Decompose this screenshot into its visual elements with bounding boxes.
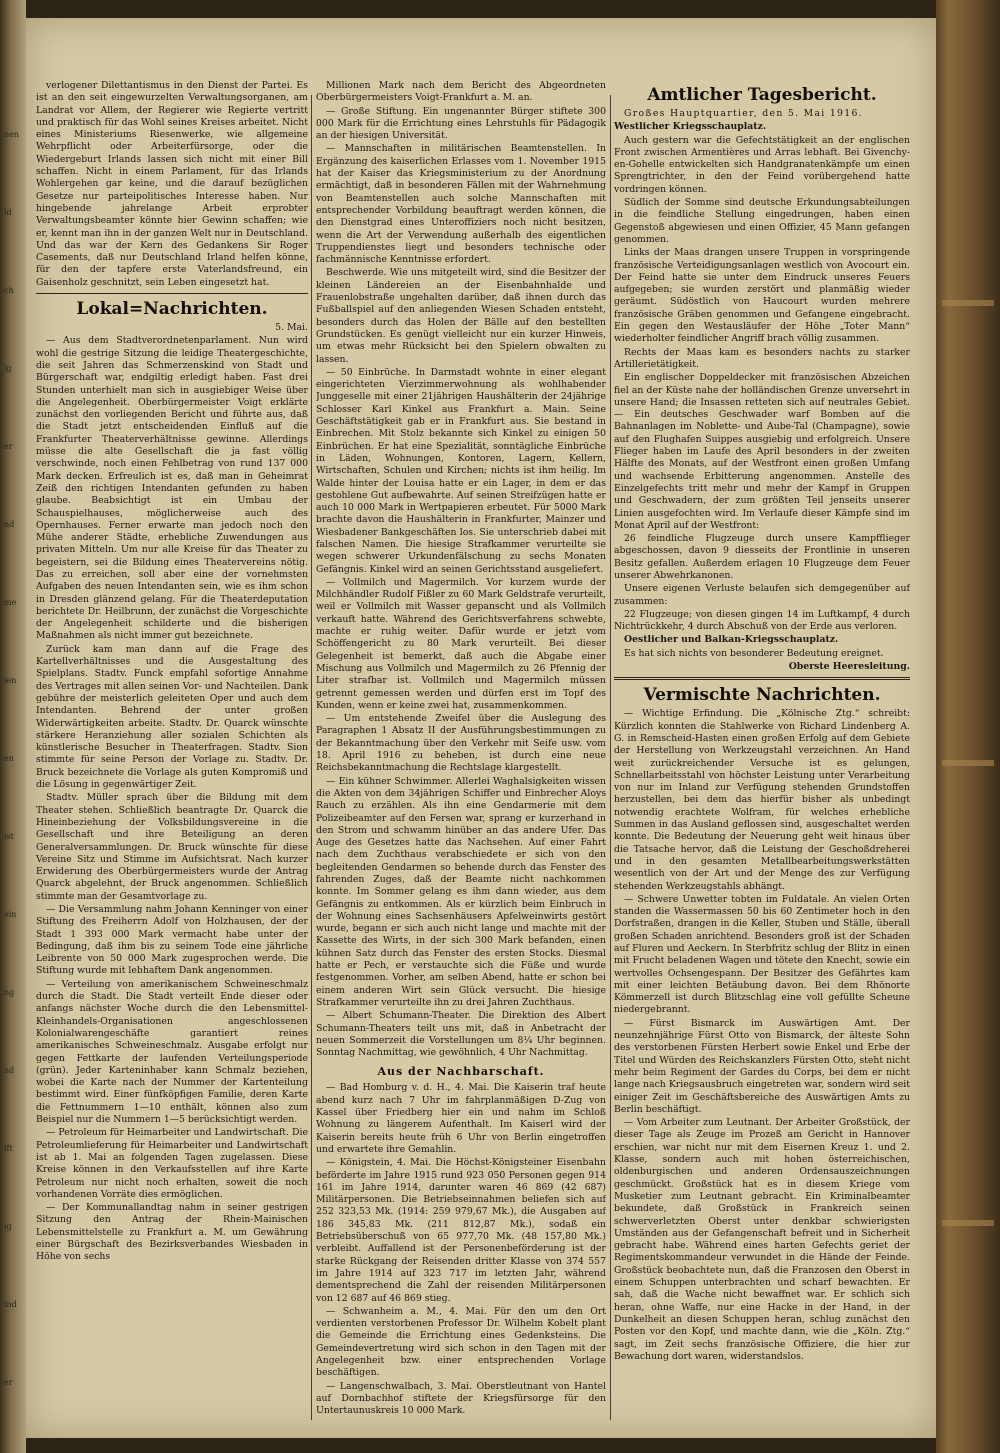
report-paragraph: Südlich der Somme sind deutsche Erkundungsabteilungen in die feindliche Stellung eingedrungen, haben einen Gegenstoß abgewiesen und einen Offizier, 45 Mann gefangen genommen.: [614, 197, 910, 245]
article-paragraph: Millionen Mark nach dem Bericht des Abgeordneten Oberbürgermeisters Voigt-Frankfurt a. M. an.: [316, 80, 606, 104]
adjacent-page-edge: [0, 0, 26, 1453]
margin-fragment: lg: [4, 364, 12, 373]
article-paragraph: — 50 Einbrüche. In Darmstadt wohnte in einer elegant eingerichteten Vierzimmerwohnung als wohlhabender Junggeselle mit einer 21jährigen Haushälterin der 24jährige Schlosser Karl Kinkel aus Frankfurt a. Main. Seine Geschäftstätigkeit gab er in Frankfurt aus. Sie bestand in Einbrechen. Mit Stolz bekannte sich Kinkel zu einigen 50 Einbrüchen. Er hat eine Spezialität, sonntägliche Einbrüche in Läden, Wohnungen, Kontoren, Lagern, Kellern, Wirtschaften, Schulen und Kirchen; nichts ist ihm heilig. Im Walde hinter der Louisa hatte er ein Lager, in dem er das gestohlene Gut aufbewahrte. Auf seinen Streifzügen hatte er auch 10 000 Mark in Wertpapieren erbeutet. Für 5000 Mark brachte davon die Haushälterin in Frankfurter, Mainzer und Wiesbadener Bankgeschäften los. Sie unterschrieb dabei mit falschen Namen. Die hiesige Strafkammer verurteilte sie wegen schwerer Urkundenfälschung zu sechs Monaten Gefängnis. Kinkel wird an seinen Gerichtsstand ausgeliefert.: [316, 366, 606, 575]
spine-band: [942, 760, 994, 766]
article-paragraph: — Mannschaften in militärischen Beamtenstellen. In Ergänzung des kaiserlichen Erlasses vom 1. November 1915 hat der Kaiser das Kriegsministerium zu der Anordnung ermächtigt, daß in besonderen Fällen mit der Wahrnehmung von Beamtenstellen auch solche Mannschaften mit entsprechender Vorbildung beauftragt werden können, die den Dienstgrad eines Unteroffiziers noch nicht besitzen, wenn die Art der Verwendung außerhalb des eigentlichen Truppendienstes liegt und besonders technische oder fachmännische Kenntnisse erfordert.: [316, 143, 606, 266]
article-paragraph: — Der Kommunallandtag nahm in seiner gestrigen Sitzung den Antrag der Rhein-Mainischen Lebensmittelstelle zu Frankfurt a. M. um Gewährung einer Bürgschaft des Bezirksverbandes Wiesbaden in Höhe von sechs: [36, 1202, 308, 1263]
report-paragraph: Ein englischer Doppeldecker mit französischen Abzeichen fiel an der Küste nahe der holländischen Grenze unversehrt in unsere Hand; die Insassen retteten sich auf neutrales Gebiet. — Ein deutsches Geschwader warf Bomben auf die Bahnanlagen im Noblette- und Aube-Tal (Champagne), sowie auf den Flughafen Suippes ausgiebig und erfolgreich. Unsere Flieger haben im Laufe des April besonders in der zweiten Hälfte des Monats, auf der Westfront einen großen Umfang und wachsende Erbitterung angenommen. Anstelle des Einzelgefechts tritt mehr und mehr der Kampf in Gruppen und Geschwadern, der zum größten Teil jenseits unserer Linien ausgefochten wird. Im Verlaufe dieser Kämpfe sind im Monat April auf der Westfront:: [614, 372, 910, 531]
article-paragraph: Zurück kam man dann auf die Frage des Kartellverhältnisses und die Ausgestaltung des Spielplans. Stadtv. Funck empfahl sofortige Annahme des Vertrages mit allen seinen Vor- und Nachteilen. Dank gebühre der meisterlich geleiteten Oper und auch dem Intendanten. Behrend der unter großen Widerwärtigkeiten arbeite. Stadtv. Dr. Quarck wünschte stärkere Heranziehung aller sozialen Schichten als künstlerische Besucher in Theaterfragen. Stadtv. Sion stimmte für seine Person der Vorlage zu. Stadtv. Dr. Bruck bezeichnete die Vorlage als guten Kompromiß und die Lösung in gegenwärtiger Zeit.: [36, 643, 308, 791]
casement-article-end: verlogener Dilettantismus in den Dienst der Partei. Es ist an den seit eingewurzelten Verwaltungsorganen, am Landrat vor Allem, der Regierer wie Regierte vertritt und praktisch für das Wohl seines Kreises arbeitet. Nicht eines Ministeriums Riesenwerke, wie allgemeine Wehrpflicht oder Arbeiterfürsorge, oder die Wiedergeburt Irlands lassen sich nicht mit einer Bill schaffen. Nicht in einem Parlament, für das Irlands Wohlergehen gar keine, und die darauf bezüglichen Gesetze nur parteipolitisches Interesse haben. Nur hingebende jahrelange Arbeit erprobter Verwaltungsbeamter könnte hier Gewinn schaffen; wie er, kennt man ihn in der ganzen Welt nur in Deutschland. Und das war der Kern des Gedankens Sir Roger Casements, daß nur Deutschland Irland helfen könne, für den der tapfere erste Vaterlandsfreund, ein Gaisenholz geschnitzt, sein Leben eingesetzt hat.: [36, 80, 308, 288]
section-heading-lokal: Lokal=Nachrichten.: [76, 299, 268, 320]
headquarters-dateline: Großes Hauptquartier, den 5. Mai 1916.: [624, 108, 863, 119]
report-paragraph: 26 feindliche Flugzeuge durch unsere Kampfflieger abgeschossen, davon 9 diesseits der Frontlinie in unseren Besitz gefallen. Außerdem erlagen 10 Flugzeuge dem Feuer unserer Abwehrkanonen.: [614, 533, 910, 581]
column-rule: [610, 95, 611, 1420]
margin-fragment: nen: [4, 130, 20, 139]
article-paragraph: — Albert Schumann-Theater. Die Direktion des Albert Schumann-Theaters teilt uns mit, daß in Anbetracht der neuen Sommerzeit die Vorstellungen um 8¼ Uhr beginnen. Sonntag Nachmittag, wie gewöhnlich, 4 Uhr Nachmittag.: [316, 1010, 606, 1059]
signature: Oberste Heeresleitung.: [788, 661, 910, 673]
report-paragraph: Auch gestern war die Gefechtstätigkeit an der englischen Front zwischen Armentières und Arras lebhaft. Bei Givenchy-en-Gohelle entwickelten sich Handgranatenkämpfe um einen Sprengtrichter, in den der Feind vorübergehend hatte vordringen können.: [614, 134, 910, 195]
article-paragraph: — Große Stiftung. Ein ungenannter Bürger stiftete 300 000 Mark für die Errichtung eines Lehrstuhls für Pädagogik an der hiesigen Universität.: [316, 105, 606, 142]
spine-band: [942, 1220, 994, 1226]
book-spine: [936, 0, 1000, 1453]
divider: [36, 293, 308, 294]
spine-band: [942, 300, 994, 306]
section-date: 5. Mai.: [275, 322, 308, 334]
report-paragraph: Unsere eigenen Verluste belaufen sich demgegenüber auf zusammen:: [614, 583, 910, 607]
column-rule: [311, 95, 312, 1420]
article-paragraph: — Um entstehende Zweifel über die Auslegung des Paragraphen 1 Absatz II der Ausführungsbestimmungen zu der Bekanntmachung über den Verkehr mit Seife usw. vom 18. April 1916 zu beheben, ist durch eine neue Reichsbekanntmachung die Rechtslage klargestellt.: [316, 713, 606, 774]
subheading-west: Westlicher Kriegsschauplatz.: [614, 121, 767, 133]
article-paragraph: — Schwere Unwetter tobten im Fuldatale. An vielen Orten standen die Wassermassen 50 bis 60 Zentimeter hoch in den Dorfstraßen, drangen in die Keller, Stuben und Ställe, überall großen Schaden anrichtend. Besonders groß ist der Schaden auf Fluren und Aeckern. In Sterbfritz schlug der Blitz in einen mit Frucht beladenen Wagen und tötete den Knecht, sowie ein wertvolles Ochsengespann. Der Besitzer des Gefährtes kam mit einer leichten Betäubung davon. Bei dem Rhönorte Kömmerzell ist durch Blitzschlag eine voll gefüllte Scheune niedergebrannt.: [614, 893, 910, 1016]
column-right: [614, 80, 910, 1415]
margin-fragment: ng: [4, 988, 15, 997]
report-paragraph: Rechts der Maas kam es besonders nachts zu starker Artillerietätigkeit.: [614, 346, 910, 370]
article-paragraph: — Aus dem Stadtverordnetenparlament. Nun wird wohl die gestrige Sitzung die leidige Theatergeschichte, die seit Jahren das Schmerzenskind von Stadt und Bürgerschaft war, endgiltig erledigt haben. Fast drei Stunden unterhielt man sich in ausgiebiger Weise über die Angelegenheit. Oberbürgermeister Voigt erklärte zunächst den vorliegenden Bericht und führte aus, daß die Stadt jetzt entscheidenden Einfluß auf die Frankfurter Theaterverhältnisse gewinne. Allerdings müsse die alte Gesellschaft die ja fast völlig verschwinde, noch einen Fehlbetrag von rund 137 000 Mark decken. Erfreulich ist es, daß man in Geheimrat Zeiß den richtigen Intendanten gefunden zu haben glaube. Beabsichtigt ist ein Umbau der Schauspielhauses, möglicherweise auch des Opernhauses. Ferner erwarte man jedoch noch den Mühe anderer Städte, erhebliche Zuwendungen aus privaten Mitteln. Um nur alle Kreise für das Theater zu begeistern, sei die Bildung eines Theatervereins nötig. Das zu erreichen, soll aber eine der vornehmsten Aufgaben des neuen Intendanten sein, wie es ihm schon in Dresden glänzend gelang. Für die Theaterdeputation berichtete Dr. Heilbrunn, der zunächst die Vorgeschichte der Angelegenheit schilderte und die bisherigen Maßnahmen als nicht immer gut bezeichnete.: [36, 335, 308, 642]
margin-fragment: ein: [4, 910, 17, 919]
article-paragraph: — Ein kühner Schwimmer. Allerlei Waghalsigkeiten wissen die Akten von dem 34jährigen Schiffer und Einbrecher Aloys Rauch zu erzählen. Als ihn eine Gendarmerie mit dem Polizeibeamter auf den Fersen war, sprang er kurzerhand in den Strom und schwamm hinüber an das andere Ufer. Das Auge des Gesetzes hatte das Nachsehen. Auf einer Fahrt nach dem Zuchthaus verabschiedete er sich von den begleitenden Gendarmen so behende durch das Fenster des fahrenden Zuges, daß der Beamte nicht nachkommen konnte. Im Sommer gelang es ihm dann wieder, aus dem Gefängnis zu entkommen. Als er kürzlich beim Einbruch in der Wohnung eines Sachsenhäusers Apfelweinwirts gestört wurde, begann er sich auch nicht lange und machte mit der Kassette des Wirts, in der sich 300 Mark befanden, einen kühnen Satz durch das Fenster des ersten Stocks. Diesmal hatte er Pech, er verstauchte sich die Füße und wurde festgenommen. Vorher, am selben Abend, hatte er schon bei einem anderen Wirt sein Glück versucht. Die hiesige Strafkammer verurteilte ihn zu drei Jahren Zuchthaus.: [316, 775, 606, 1008]
report-paragraph: Es hat sich nichts von besonderer Bedeutung ereignet.: [624, 647, 884, 659]
margin-fragment: ind: [4, 1300, 17, 1309]
article-paragraph: — Schwanheim a. M., 4. Mai. Für den um den Ort verdienten verstorbenen Professor Dr. Wilhelm Kobelt plant die Gemeinde die Errichtung eines Gedenksteins. Die Gemeindevertretung wird sich schon in den Tagen mit der Angelegenheit bzw. einer entsprechenden Vorlage beschäftigen.: [316, 1305, 606, 1379]
article-paragraph: — Königstein, 4. Mai. Die Höchst-Königsteiner Eisenbahn beförderte im Jahre 1915 rund 923 050 Personen gegen 914 161 im Jahre 1914, darunter waren 46 869 (42 687) Militärpersonen. Die Betriebseinnahmen beliefen sich auf 252 323,53 Mk. (1914: 259 979,67 Mk.), die Ausgaben auf 186 345,83 Mk. (211 812,87 Mk.), sodaß ein Betriebsüberschuß von 65 977,70 Mk. (48 157,80 Mk.) verbleibt. Auffallend ist der Personenbeförderung ist der starke Rückgang der Reisenden dritter Klasse von 374 557 im Jahre 1914 auf 323 717 im letzten Jahr, während dementsprechend die Zahl der reisenden Militärpersonen von 12 687 auf 46 869 stieg.: [316, 1157, 606, 1304]
article-paragraph: Beschwerde. Wie uns mitgeteilt wird, sind die Besitzer der kleinen Ländereien an der Eisenbahnhalde und Frauenlobstraße ungehalten darüber, daß ihnen durch das Fußballspiel auf den anliegenden Wiesen Schaden entsteht, besonders durch das Holen der Bälle auf den bestellten Grundstücken. Es genügt vielleicht nur ein kurzer Hinweis, um etwas mehr Rücksicht bei den Spielern obwalten zu lassen.: [316, 267, 606, 365]
article-paragraph: — Wichtige Erfindung. Die „Kölnische Ztg.“ schreibt: Kürzlich konnten die Stahlwerke von Richard Lindenberg A. G. in Remscheid-Hasten einen großen Erfolg auf dem Gebiete der Herstellung von Werkzeugstahl verzeichnen. An Hand weit zurückreichender Versuche ist es gelungen, Schnellarbeitsstahl von höchster Leistung unter Verarbeitung von nur im Inland zur Verfügung stehenden Grundstoffen herzustellen, bei dem das hierfür bisher als unbedingt notwendig erachtete Wolfram, für welches erhebliche Summen in das Ausland geflossen sind, ausgeschaltet werden konnte. Die Bedeutung der Neuerung geht weit hinaus über die Tatsache hervor, daß die Leistung der Geschoßdreherei und in den gesamten Metallbearbeitungswerkstätten wesentlich von der Art und der Menge des zur Verfügung stehenden Werkzeugstahls abhängt.: [614, 708, 910, 892]
section-heading-vermischte: Vermischte Nachrichten.: [643, 685, 881, 706]
article-paragraph: — Verteilung von amerikanischem Schweineschmalz durch die Stadt. Die Stadt verteilt Ende dieser oder anfangs nächster Woche durch die den Lebensmittel-Kleinhandels-Organisationen angeschlossenen Kolonialwarengeschäfte garantiert reines amerikanisches Schweineschmalz. Ausgabe erfolgt nur gegen Fettkarte der laufenden Verteilungsperiode (grün). Jeder Karteninhaber kann Schmalz beziehen, wobei die Karte nach der Nummer der Kartenteilung bestimmt wird. Einer fünfköpfigen Familie, deren Karte die Fettnummern 1—10 enthält, können also zum Beispiel nur die Nummern 1—5 berücksichtigt werden.: [36, 978, 308, 1126]
article-paragraph: — Petroleum für Heimarbeiter und Landwirtschaft. Die Petroleumlieferung für Heimarbeiter und Landwirtschaft ist ab 1. Mai an folgenden Tagen zugelassen. Diese Kreise können in den Verkaufsstellen auf ihre Karte Petroleum nur nicht noch erhalten, soweit die noch vorhandenen Vorräte dies ermöglichen.: [36, 1127, 308, 1200]
margin-fragment: ld: [4, 208, 12, 217]
article-paragraph: — Bad Homburg v. d. H., 4. Mai. Die Kaiserin traf heute abend kurz nach 7 Uhr im fahrplanmäßigen D-Zug von Kassel über Friedberg hier ein und nahm im Schloß Wohnung zu längerem Aufenthalt. Im Kaiserl wird der Kaiserin bereits heute früh 6 Uhr von Berlin eingetroffen und erwartete ihre Gemahlin.: [316, 1082, 606, 1155]
article-paragraph: — Vollmilch und Magermilch. Vor kurzem wurde der Milchhändler Rudolf Fißler zu 60 Mark Geldstrafe verurteilt, weil er Vollmilch mit Wasser gepanscht und als Vollmilch verkauft hatte. Während des Gerichtsverfahrens schwebte, machte er ruhig weiter. Dafür wurde er jetzt vom Schöffengericht zu 80 Mark verurteilt. Bei dieser Gelegenheit ist bemerkt, daß auch die Abgabe einer Mischung aus Vollmilch und Magermilch zu 26 Pfennig der Liter strafbar ist. Vollmilch und Magermilch müssen getrennt gemessen werden und dürfen erst im Topf des Kunden, wenn er keine zwei hat, zusammenkommen.: [316, 576, 606, 711]
margin-fragment: ist: [4, 832, 14, 841]
section-heading-nachbarschaft: Aus der Nachbarschaft.: [377, 1065, 545, 1079]
article-paragraph: — Vom Arbeiter zum Leutnant. Der Arbeiter Großstück, der dieser Tage als Zeuge im Prozeß am Gericht in Hannover erschien, war nicht nur mit dem Eisernen Kreuz 1. und 2. Klasse, sondern auch mit hohen österreichischen, oldenburgischen und anderen Ordensauszeichnungen geschmückt. Großstück hat es in diesem Kriege vom Musketier zum Leutnant gebracht. Ein Kriminalbeamter bekundete, daß Großstück in Frankreich seinen schwerverletzten Oberst unter denkbar schwierigsten Umständen aus der Gefangenschaft befreit und in Sicherheit gebracht habe. Während eines harten Gefechts geriet der Regimentskommandeur verwundet in die Hände der Feinde. Großstück beobachtete nun, daß die Franzosen den Oberst in einem Schuppen unterbrachten und scharf bewachten. Er sah, daß die Wache nicht bewaffnet war. Er schlich sich heran, ohne Waffe, nur eine Hacke in der Hand, in der Dunkelheit an diesen Schuppen heran, schlug zunächst den Posten vor den Kopf, und machte dann, wie die „Köln. Ztg.“ sagt, im Zeit sechs französische Offiziere, die hier zur Bewachung dort waren, widerstandslos.: [614, 1117, 910, 1362]
divider: [614, 677, 910, 680]
margin-fragment: ien: [4, 676, 17, 685]
subheading-ost: Oestlicher und Balkan-Kriegsschauplatz.: [624, 634, 839, 646]
article-paragraph: — Langenschwalbach, 3. Mai. Oberstleutnant von Hantel auf Dornbachhof stiftete der Kriegsfürsorge für den Untertaunuskreis 10 000 Mark.: [316, 1380, 606, 1415]
margin-fragment: ift: [4, 1144, 13, 1153]
margin-fragment: en: [4, 754, 14, 763]
margin-fragment: er: [4, 1378, 13, 1387]
margin-fragment: ch: [4, 286, 14, 295]
margin-fragment: me: [4, 598, 17, 607]
report-paragraph: Links der Maas drangen unsere Truppen in vorspringende französische Verteidigungsanlagen westlich von Avocourt ein. Der Feind hatte sie unter dem Eindruck unseres Feuers aufgegeben; sie wurden zerstört und planmäßig wieder geräumt. Südöstlich von Haucourt wurden mehrere französische Gräben genommen und Gefangene eingebracht. Ein gegen den Westausläufer der Höhe „Toter Mann“ wiederholter feindlicher Angriff brach völlig zusammen.: [614, 247, 910, 345]
article-paragraph: Stadtv. Müller sprach über die Bildung mit dem Theater stehen. Schließlich beantragte Dr. Quarck die Hineinbeziehung der Volksbildungsvereine in die Gesellschaft und ihre Beteiligung an deren Generalversammlungen. Dr. Bruck wünschte für diese Vereine Sitz und Stimme im Aufsichtsrat. Nach kurzer Erwiderung des Oberbürgermeisters wurde der Antrag Quarck abgelehnt, der Bruck angenommen. Schließlich stimmte man der Gesamtvorlage zu.: [36, 792, 308, 902]
margin-fragment: nd: [4, 1066, 15, 1075]
margin-fragment: ig: [4, 1222, 12, 1231]
article-paragraph: — Fürst Bismarck im Auswärtigen Amt. Der neunzehnjährige Fürst Otto von Bismarck, der älteste Sohn des verstorbenen Fürsten Herbert sowie Enkel und Erbe der Titel und Würden des Reichskanzlers Fürsten Otto, steht nicht mehr beim Regiment der Gardes du Corps, bei dem er nicht lange nach Kriegsausbruch eingetreten war, sondern wird seit einiger Zeit im Geschäftsbereiche des Auswärtigen Amts zu Berlin beschäftigt.: [614, 1017, 910, 1115]
section-heading-tagesbericht: Amtlicher Tagesbericht.: [647, 85, 877, 105]
margin-fragment: nd: [4, 520, 15, 529]
column-left: [36, 80, 308, 1415]
margin-fragment: er: [4, 442, 13, 451]
column-middle: [316, 80, 606, 1415]
article-paragraph: — Die Versammlung nahm Johann Kenninger von einer Stiftung des Freiherrn Adolf von Holzhausen, der der Stadt 1 393 000 Mark vermacht habe unter der Bedingung, daß ihm bis zu seinem Tode eine jährliche Leibrente von 50 000 Mark zugesprochen werde. Die Stiftung wurde mit lebhaftem Dank angenommen.: [36, 904, 308, 977]
report-paragraph: 22 Flugzeuge; von diesen gingen 14 im Luftkampf, 4 durch Nichtrückkehr, 4 durch Abschuß von der Erde aus verloren.: [614, 608, 910, 633]
